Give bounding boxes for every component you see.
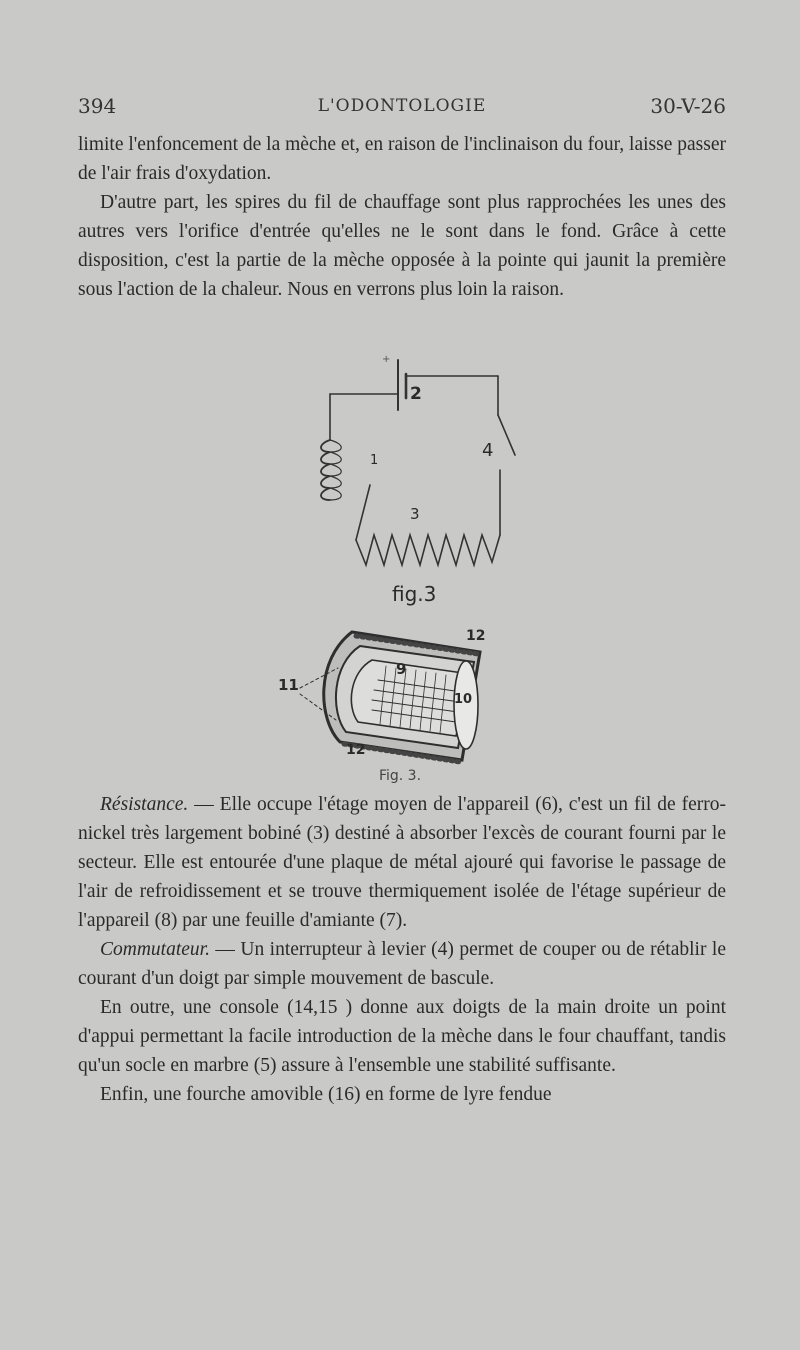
diagram-label: 4 <box>482 440 494 461</box>
paragraph-commutateur <box>78 935 726 993</box>
figure-caption: Fig. 3. <box>378 768 422 784</box>
issue-date: 30-V-26 <box>650 94 726 118</box>
diagram-label: 3 <box>410 505 420 523</box>
paragraph-text: — Elle occupe l'étage moyen de l'appareil (6), c'est un fil de ferro-nickel très largement bobiné (3) destiné à absorber l'excès de courant fourni par le secteur. Elle est entourée d'une plaque de métal ajouré qui favorise le passage de l'air de refroidissement et se trouve thermiquement isolée de l'étage supérieur de l'appareil (8) par une feuille d'amiante (7). <box>78 794 726 931</box>
paragraph: En outre, une console (14,15 ) donne aux doigts de la main droite un point d'appui permettant la facile introduction de la mèche dans le four chauffant, tandis qu'un socle en marbre (5) assure à l'ensemble une stabilité suffisante. <box>78 997 726 1076</box>
paragraph: D'autre part, les spires du fil de chauffage sont plus rapprochées les unes des autres vers l'orifice d'entrée qu'elles ne le sont dans le fond. Grâce à cette disposition, c'est la partie de la mèche opposée à la pointe qui jaunit la première sous l'action de la chaleur. Nous en verrons plus loin la raison. <box>78 192 726 300</box>
diagram-label: 2 <box>410 384 422 404</box>
oven-label: 12 <box>466 628 486 644</box>
running-title: L'ODONTOLOGIE <box>317 96 487 116</box>
page-number: 394 <box>78 94 117 118</box>
diagram-label: 1 <box>370 453 379 468</box>
oven-label: 9 <box>396 660 407 678</box>
oven-label: 11 <box>278 676 299 694</box>
paragraph-resistance <box>78 790 726 935</box>
paragraph: limite l'enfoncement de la mèche et, en raison de l'inclinaison du four, laisse passer de l'air frais d'oxydation. <box>78 134 726 184</box>
oven-label: 12 <box>346 742 366 758</box>
paragraph: Enfin, une fourche amovible (16) en forme de lyre fendue <box>100 1084 552 1105</box>
term-resistance: Résistance. <box>100 794 189 815</box>
text-block-bottom <box>78 790 726 1109</box>
oven-label: 10 <box>454 692 473 707</box>
paragraph-text: — Un interrupteur à levier (4) permet de couper ou de rétablir le courant d'un doigt par simple mouvement de bascule. <box>78 939 726 989</box>
svg-text:+: + <box>382 354 391 365</box>
term-commutateur: Commutateur. <box>100 939 210 960</box>
diagram-caption: fig.3 <box>392 582 437 606</box>
